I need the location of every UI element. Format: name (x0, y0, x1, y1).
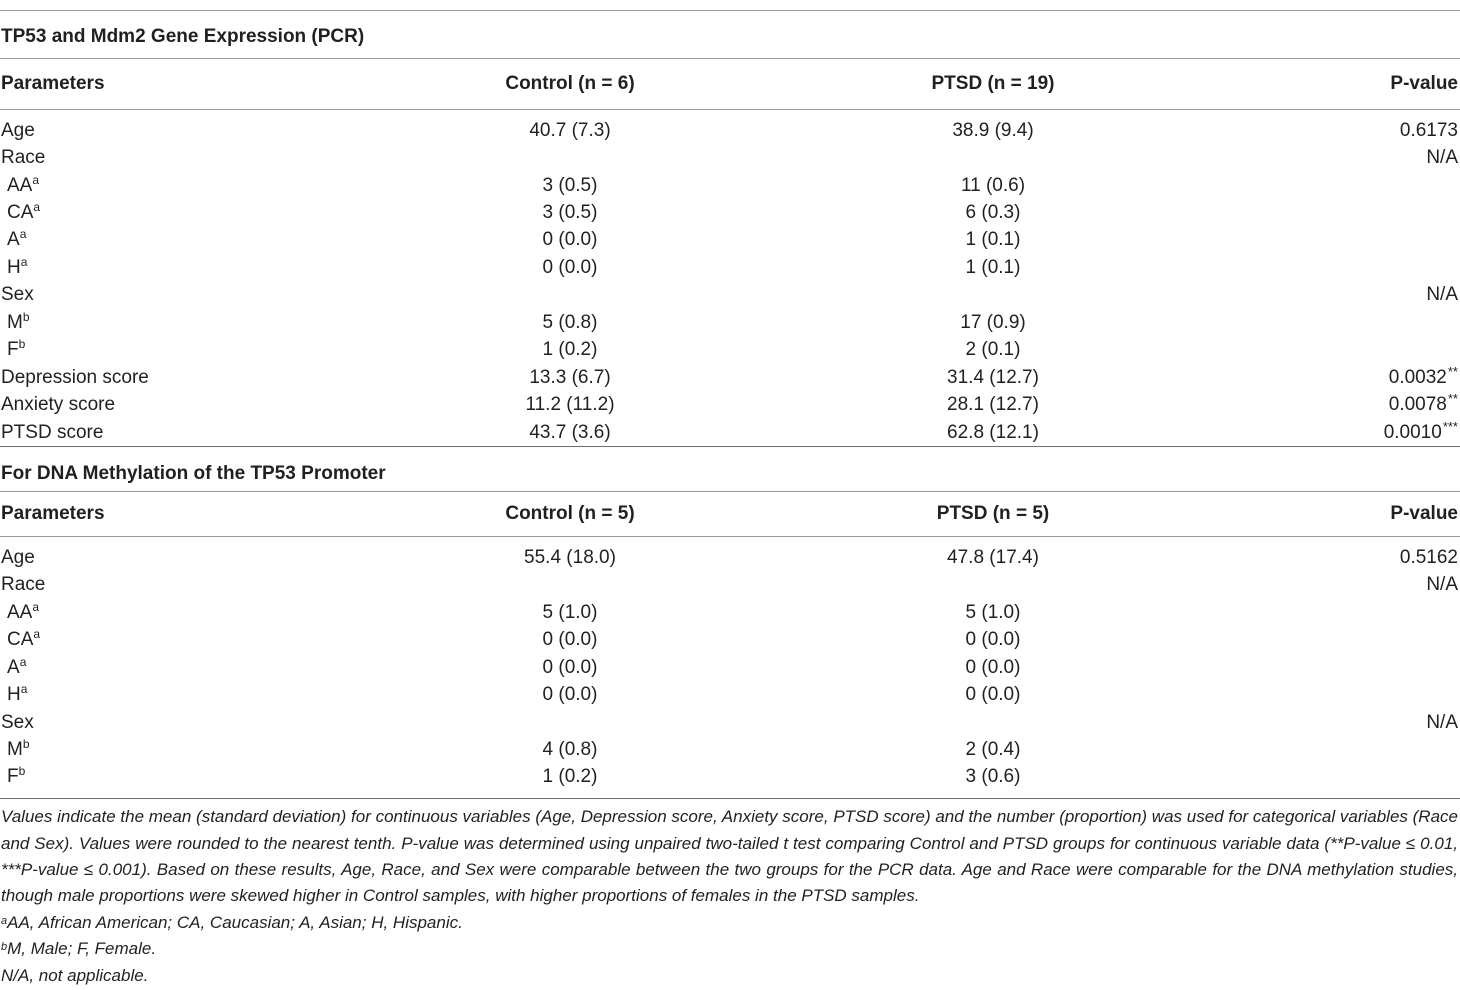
control-value: 43.7 (3.6) (529, 421, 611, 443)
header-parameters: Parameters (1, 503, 105, 525)
row-label-text: Sex (1, 711, 34, 733)
row-label-text: M (7, 311, 23, 333)
ptsd-value: 28.1 (12.7) (947, 394, 1039, 416)
ptsd-value: 47.8 (17.4) (947, 546, 1039, 568)
row-label-text: PTSD score (1, 421, 104, 443)
p-value (1206, 391, 1460, 416)
ptsd-value: 31.4 (12.7) (947, 366, 1039, 388)
p-value (1206, 120, 1460, 142)
table-row (0, 627, 1460, 654)
table-body-methylation (0, 544, 1460, 791)
header-parameters: Parameters (1, 73, 105, 94)
row-label (0, 422, 300, 444)
section-title-pcr: TP53 and Mdm2 Gene Expression (PCR) (1, 26, 365, 47)
control-value: 0 (0.0) (542, 256, 598, 278)
p-value (1206, 147, 1460, 169)
row-label-text: F (7, 766, 19, 788)
table-row (0, 282, 1460, 309)
row-label-text: Sex (1, 284, 34, 306)
significance-stars: *** (1442, 418, 1458, 434)
row-label-text: Anxiety score (1, 394, 116, 416)
row-label (0, 254, 300, 279)
row-label (0, 339, 300, 361)
control-value: 40.7 (7.3) (529, 119, 611, 141)
row-label-text: AA (7, 601, 33, 623)
row-label (0, 739, 300, 761)
p-value (1206, 363, 1460, 389)
header-control: Control (n = 6) (505, 73, 635, 94)
control-value: 55.4 (18.0) (524, 546, 616, 568)
footnote-marker: b (18, 764, 26, 779)
p-value (1206, 547, 1460, 569)
footnote-a-mark: a (1, 914, 8, 927)
ptsd-value: 0 (0.0) (965, 656, 1021, 678)
control-value: 11.2 (11.2) (525, 394, 615, 416)
footnote-marker: a (20, 682, 28, 697)
ptsd-value: 11 (0.6) (960, 174, 1026, 196)
table-body-pcr (0, 117, 1460, 446)
footnote-marker: a (19, 227, 27, 242)
row-label-text: CA (7, 629, 34, 651)
table-row (0, 599, 1460, 626)
row-label-text: CA (7, 202, 34, 224)
p-value-text: 0.5162 (1399, 546, 1458, 568)
control-value: 1 (0.2) (542, 339, 598, 361)
ptsd-value: 62.8 (12.1) (947, 421, 1039, 443)
row-label (0, 629, 300, 651)
row-label (0, 120, 300, 142)
control-value: 0 (0.0) (542, 656, 598, 678)
row-label (0, 229, 300, 251)
table-row (0, 391, 1460, 418)
p-value (1206, 712, 1460, 734)
p-value-text: N/A (1426, 147, 1458, 169)
footnote-b-mark: b (1, 941, 8, 954)
row-label (0, 367, 300, 389)
ptsd-value: 2 (0.4) (965, 739, 1021, 761)
row-label (0, 599, 300, 624)
table-row (0, 199, 1460, 226)
row-label-text: Depression score (1, 366, 149, 388)
ptsd-value: 17 (0.9) (960, 311, 1026, 333)
footnote-marker: a (33, 627, 41, 642)
p-value-text: 0.0078 (1388, 394, 1447, 416)
row-label-text: H (7, 684, 21, 706)
table-row (0, 364, 1460, 391)
table-row (0, 544, 1460, 571)
ptsd-value: 5 (1.0) (965, 601, 1021, 623)
footnote-marker: a (33, 200, 41, 215)
p-value (1206, 418, 1460, 444)
footnote-marker: b (22, 309, 30, 324)
footnote-marker: b (22, 737, 30, 752)
p-value (1206, 284, 1460, 306)
table-row (0, 419, 1460, 446)
table-row (0, 654, 1460, 681)
ptsd-value: 2 (0.1) (965, 339, 1021, 361)
p-value-text: 0.0010 (1383, 421, 1442, 443)
footnote-b (1, 936, 1458, 962)
row-label-text: Race (1, 147, 46, 169)
table-row (0, 309, 1460, 336)
row-label (0, 684, 300, 706)
footnote-a (1, 910, 1458, 936)
p-value-text: 0.6173 (1399, 119, 1458, 141)
footnote-a-text: AA, African American; CA, Caucasian; A, Asian; H, Hispanic. (7, 912, 463, 932)
row-label-text: M (7, 739, 23, 761)
footnote-main: Values indicate the mean (standard deviation) for continuous variables (Age, Depression score, Anxiety score, PTSD score) and the number (proportion) was used for categorical variables (Race and Sex). Values were rounded to the nearest tenth. P-value was determined using unpaired two-tailed t test comparing Control and PTSD groups for continuous variable data (**P-value ≤ 0.01, ***P-value ≤ 0.001). Based on these results, Age, Race, and Sex were comparable between the two groups for the PCR data. Age and Race were comparable for the DNA methylation studies, though male proportions were skewed higher in Control samples, with higher proportions of females in the PTSD samples. (1, 807, 1458, 906)
significance-stars: ** (1447, 363, 1458, 379)
p-value-text: N/A (1426, 284, 1458, 306)
significance-stars: ** (1447, 391, 1458, 407)
control-value: 3 (0.5) (542, 202, 598, 224)
table-row (0, 172, 1460, 199)
table-row (0, 709, 1460, 736)
header-pvalue: P-value (1390, 73, 1458, 94)
row-label-text: Age (1, 119, 35, 141)
row-label (0, 172, 300, 197)
row-label (0, 547, 300, 569)
table-header-pcr (0, 59, 1460, 109)
header-ptsd: PTSD (n = 19) (931, 73, 1055, 94)
header-pvalue: P-value (1390, 503, 1458, 525)
control-value: 0 (0.0) (542, 629, 598, 651)
section-title-methylation: For DNA Methylation of the TP53 Promoter (1, 463, 386, 485)
row-label (0, 766, 300, 788)
control-value: 3 (0.5) (542, 174, 598, 196)
control-value: 5 (1.0) (542, 601, 598, 623)
control-value: 13.3 (6.7) (529, 366, 611, 388)
footnote-marker: a (32, 599, 40, 614)
table-row (0, 227, 1460, 254)
p-value-text: 0.0032 (1388, 366, 1447, 388)
row-label-text: H (7, 256, 21, 278)
ptsd-value: 0 (0.0) (965, 629, 1021, 651)
row-label (0, 202, 300, 224)
control-value: 5 (0.8) (542, 311, 598, 333)
footnote-na: N/A, not applicable. (1, 965, 149, 985)
row-label-text: A (7, 229, 20, 251)
row-label (0, 712, 300, 734)
control-value: 1 (0.2) (542, 766, 598, 788)
footnote-marker: b (18, 337, 26, 352)
row-label (0, 284, 300, 306)
footnote-marker: a (20, 254, 28, 269)
header-ptsd: PTSD (n = 5) (936, 503, 1050, 525)
row-label (0, 654, 300, 679)
row-label-text: Age (1, 546, 35, 568)
ptsd-value: 0 (0.0) (965, 684, 1021, 706)
table-row (0, 764, 1460, 791)
p-value (1206, 574, 1460, 596)
control-value: 0 (0.0) (542, 229, 598, 251)
header-control: Control (n = 5) (505, 503, 635, 525)
table-row (0, 117, 1460, 144)
ptsd-value: 1 (0.1) (965, 229, 1021, 251)
table-row (0, 144, 1460, 171)
row-label-text: A (7, 656, 20, 678)
control-value: 0 (0.0) (542, 684, 598, 706)
row-label-text: F (7, 339, 19, 361)
footnote-marker: a (19, 654, 27, 669)
row-label (0, 309, 300, 334)
footnote-marker: a (32, 172, 40, 187)
p-value-text: N/A (1426, 574, 1458, 596)
table-row (0, 254, 1460, 281)
table-row (0, 572, 1460, 599)
ptsd-value: 1 (0.1) (965, 256, 1021, 278)
row-label-text: AA (7, 174, 33, 196)
ptsd-value: 3 (0.6) (965, 766, 1021, 788)
footnote-b-text: M, Male; F, Female. (7, 939, 157, 959)
p-value-text: N/A (1426, 711, 1458, 733)
row-label (0, 394, 300, 416)
control-value: 4 (0.8) (542, 739, 598, 761)
table-row (0, 337, 1460, 364)
table-row (0, 736, 1460, 763)
row-label (0, 147, 300, 169)
row-label-text: Race (1, 574, 46, 596)
ptsd-value: 38.9 (9.4) (952, 119, 1034, 141)
table-row (0, 681, 1460, 708)
table-header-methylation (0, 492, 1460, 536)
ptsd-value: 6 (0.3) (965, 202, 1021, 224)
footnotes (0, 799, 1460, 989)
row-label (0, 574, 300, 596)
